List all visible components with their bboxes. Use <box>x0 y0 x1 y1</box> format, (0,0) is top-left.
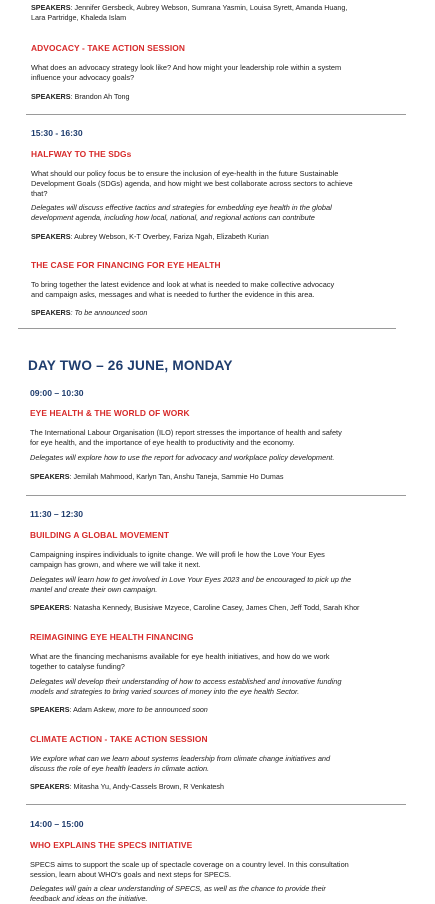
speakers-names: : Aubrey Webson, K-T Overbey, Fariza Ngah, Elizabeth Kurian <box>70 232 269 241</box>
desc-line: What should our policy focus be to ensure the inclusion of eye-health in the future Sustainable <box>31 169 339 178</box>
session-reimagining-speakers <box>30 705 208 715</box>
divider <box>18 328 396 329</box>
note-line: Delegates will explore how to use the report for advocacy and workplace policy development. <box>30 453 335 462</box>
desc-line: session, learn about WHO's goals and next steps for SPECS. <box>30 870 232 879</box>
time-label: 14:00 – 15:00 <box>30 819 84 829</box>
speakers-label: SPEAKERS <box>30 705 70 714</box>
speakers-names: : Brandon Ah Tong <box>70 92 130 101</box>
top-speakers <box>31 3 347 23</box>
note-line: development agenda, including how local, national, and regional actions can contribute <box>31 213 315 222</box>
speakers-names: : Jennifer Gersbeck, Aubrey Webson, Sumrana Yasmin, Louisa Syrett, Amanda Huang, <box>70 3 348 12</box>
divider <box>26 804 406 805</box>
session-work-note <box>30 453 334 463</box>
speakers-label: SPEAKERS <box>31 308 71 317</box>
speakers-label: SPEAKERS <box>31 92 71 101</box>
session-work-desc <box>30 428 342 448</box>
note-line: Delegates will learn how to get involved in Love Your Eyes 2023 and be encouraged to pick up the <box>30 575 352 584</box>
session-climate-note <box>30 754 330 774</box>
note-line: discuss the role of eye health leaders in climate action. <box>30 764 210 773</box>
divider <box>26 114 406 115</box>
session-halfway-speakers <box>31 232 269 242</box>
speakers-label: SPEAKERS <box>30 782 70 791</box>
session-halfway-desc <box>31 169 353 199</box>
time-slot-1400 <box>30 819 84 829</box>
desc-line: Campaigning inspires individuals to ignite change. We will profi le how the Love Your Eyes <box>30 550 325 559</box>
speakers-names: To be announced soon <box>74 308 148 317</box>
time-label: 09:00 – 10:30 <box>30 388 84 398</box>
session-specs <box>30 840 192 850</box>
speakers-label: SPEAKERS <box>30 603 70 612</box>
session-title: CLIMATE ACTION - TAKE ACTION SESSION <box>30 734 208 744</box>
day-heading <box>28 358 233 373</box>
session-movement-desc <box>30 550 325 570</box>
desc-line: To bring together the latest evidence and look at what is needed to make collective advocacy <box>31 280 335 289</box>
speakers-names: : Adam Askew, <box>69 705 119 714</box>
session-work <box>30 408 190 418</box>
session-movement-speakers <box>30 603 359 613</box>
desc-line: The International Labour Organisation (ILO) report stresses the importance of health and safety <box>30 428 342 437</box>
time-slot-1530 <box>31 128 83 138</box>
time-slot-0900 <box>30 388 84 398</box>
session-financing-case <box>31 260 221 270</box>
note-line: We explore what can we learn about systems leadership from climate change initiatives and <box>30 754 331 763</box>
day-title: DAY TWO – 26 JUNE, MONDAY <box>28 358 233 373</box>
note-line: feedback and ideas on the initiative. <box>30 894 148 903</box>
session-title: EYE HEALTH & THE WORLD OF WORK <box>30 408 190 418</box>
session-halfway-note <box>31 203 332 223</box>
session-reimagining-desc <box>30 652 329 672</box>
desc-line: campaign has grown, and where we will take it next. <box>30 560 201 569</box>
desc-line: influence your advocacy goals? <box>31 73 135 82</box>
desc-line: that? <box>31 189 48 198</box>
session-movement-note <box>30 575 351 595</box>
session-title: WHO EXPLAINS THE SPECS INITIATIVE <box>30 840 193 850</box>
note-line: Delegates will gain a clear understanding of SPECS, as well as the chance to provide their <box>30 884 326 893</box>
session-work-speakers <box>30 472 283 482</box>
note-line: Delegates will develop their understanding of how to access established and innovative funding <box>30 677 342 686</box>
speakers-label: SPEAKERS <box>30 472 70 481</box>
speakers-names: : Mitasha Yu, Andy-Cassels Brown, R Venkatesh <box>69 782 225 791</box>
session-title: BUILDING A GLOBAL MOVEMENT <box>30 530 170 540</box>
desc-line: together to catalyse funding? <box>30 662 125 671</box>
session-title: HALFWAY TO THE SDGs <box>31 149 132 159</box>
session-financing-case-speakers: SPEAKERS: To be announced soon <box>31 308 148 317</box>
desc-line: Development Goals (SDGs) agenda, and how might we best collaborate across sectors to achieve <box>31 179 353 188</box>
desc-line: SPECS aims to support the scale up of spectacle coverage on a country level. In this consultation <box>30 860 349 869</box>
session-reimagining-note <box>30 677 341 697</box>
session-title: REIMAGINING EYE HEALTH FINANCING <box>30 632 194 642</box>
desc-line: and campaign asks, messages and what is needed to further the evidence in this area. <box>31 290 315 299</box>
note-line: models and strategies to bring varied sources of money into the eye health Sector. <box>30 687 300 696</box>
speakers-names-tba: more to be announced soon <box>118 705 208 714</box>
session-specs-desc <box>30 860 349 880</box>
session-title: ADVOCACY - TAKE ACTION SESSION <box>31 43 186 53</box>
desc-line: What does an advocacy strategy look like? And how might your leadership role within a system <box>31 63 342 72</box>
time-label: 11:30 – 12:30 <box>30 509 84 519</box>
session-advocacy-desc <box>31 63 341 83</box>
speakers-label: SPEAKERS <box>31 232 71 241</box>
time-slot-1130 <box>30 509 83 519</box>
session-movement <box>30 530 169 540</box>
session-financing-case-desc <box>31 280 334 300</box>
note-line: Delegates will discuss effective tactics and strategies for embedding eye health in the global <box>31 203 332 212</box>
session-halfway <box>31 149 131 159</box>
session-reimagining <box>30 632 194 642</box>
speakers-names-cont: Lara Partridge, Khaleda Islam <box>31 13 127 22</box>
speakers-label: SPEAKERS <box>31 3 71 12</box>
session-climate-speakers <box>30 782 224 792</box>
session-advocacy-speakers <box>31 92 130 102</box>
speakers-names: : Natasha Kennedy, Busisiwe Mzyece, Caroline Casey, James Chen, Jeff Todd, Sarah Khor <box>69 603 360 612</box>
desc-line: for eye health, and the importance of eye health to productivity and the economy. <box>30 438 295 447</box>
session-advocacy <box>31 43 185 53</box>
speakers-names: : Jemilah Mahmood, Karlyn Tan, Anshu Taneja, Sammie Ho Dumas <box>69 472 284 481</box>
session-climate <box>30 734 208 744</box>
session-specs-note <box>30 884 326 904</box>
desc-line: What are the financing mechanisms available for eye health initiatives, and how do we work <box>30 652 330 661</box>
note-line: mantel and create their own campaign. <box>30 585 158 594</box>
session-title: THE CASE FOR FINANCING FOR EYE HEALTH <box>31 260 221 270</box>
time-label: 15:30 - 16:30 <box>31 128 83 138</box>
divider <box>26 495 406 496</box>
